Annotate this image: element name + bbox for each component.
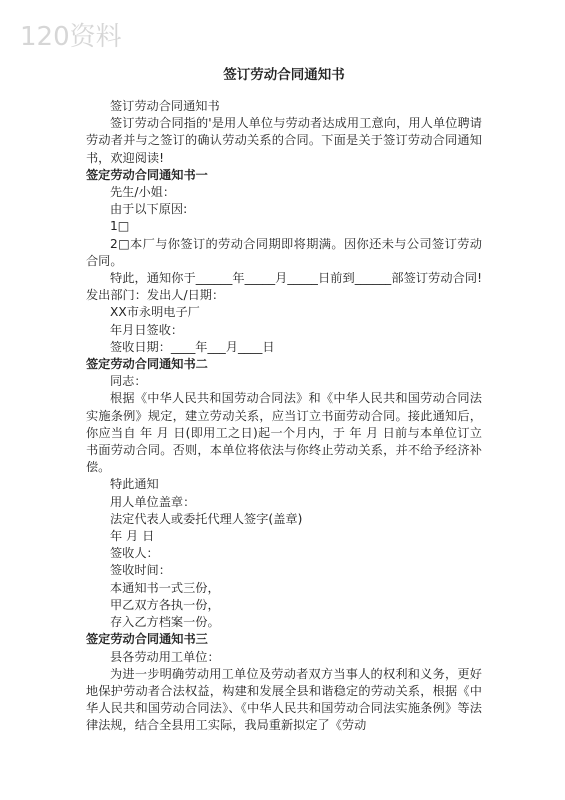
paragraph: 先生/小姐： [110,185,176,200]
watermark: 120资料 [20,22,122,52]
paragraph: 法定代表人或委托代理人签字(盖章) [110,511,303,526]
paragraph: XX市永明电子厂 [110,305,200,320]
paragraph: 年月日签收： [110,322,184,337]
paragraph: 甲乙双方各执一份， [110,597,220,612]
paragraph: 存入乙方档案一份。 [110,615,220,630]
paragraph: 特此通知 [110,477,159,492]
section-heading-3: 签定劳动合同通知书三 [86,632,208,647]
paragraph: 2□本厂与你签订的劳动合同期即将期满。因你还未与公司签订劳动合同。 [86,236,482,268]
paragraph-intro-title: 签订劳动合同通知书 [110,99,220,113]
paragraph: 年 月 日 [110,529,155,544]
section-heading-2: 签定劳动合同通知书二 [86,357,208,372]
paragraph: 本通知书一式三份， [110,580,220,595]
paragraph: 签收人： [110,546,159,561]
paragraph: 签收日期：____年___月____日 [110,339,275,354]
paragraph: 同志： [110,374,147,389]
paragraph: 特此，通知你于______年_____月_____日前到______部签订劳动合同!发出部门：发出人/日期： [86,271,482,303]
paragraph: 县各劳动用工单位： [110,649,220,664]
paragraph: 签收时间： [110,563,171,578]
paragraph-intro: 签订劳动合同指的'是用人单位与劳动者达成用工意向，用人单位聘请劳动者并与之签订的确认劳动关系的合同。下面是关于签订劳动合同通知书，欢迎阅读! [86,116,482,165]
paragraph: 用人单位盖章： [110,494,196,509]
paragraph: 根据《中华人民共和国劳动合同法》和《中华人民共和国劳动合同法实施条例》规定，建立劳动关系，应当订立书面劳动合同。接此通知后，你应当自 年 月 日(即用工之日)起一个月内，于 年 月 日前与本单位订立书面劳动合同。否则，本单位将依法与你终止劳动关系，并不给予经济补偿。 [86,391,482,475]
document-title: 签订劳动合同通知书 [223,67,345,83]
paragraph: 由于以下原因: [110,202,188,217]
paragraph: 1□ [110,219,130,234]
document-body [86,66,482,735]
section-heading-1: 签定劳动合同通知书一 [86,167,208,182]
paragraph: 为进一步明确劳动用工单位及劳动者双方当事人的权利和义务，更好地保护劳动者合法权益，构建和发展全县和谐稳定的劳动关系，根据《中华人民共和国劳动合同法》、《中华人民共和国劳动合同法实施条例》等法律法规，结合全县用工实际，我局重新拟定了《劳动 [86,666,482,733]
